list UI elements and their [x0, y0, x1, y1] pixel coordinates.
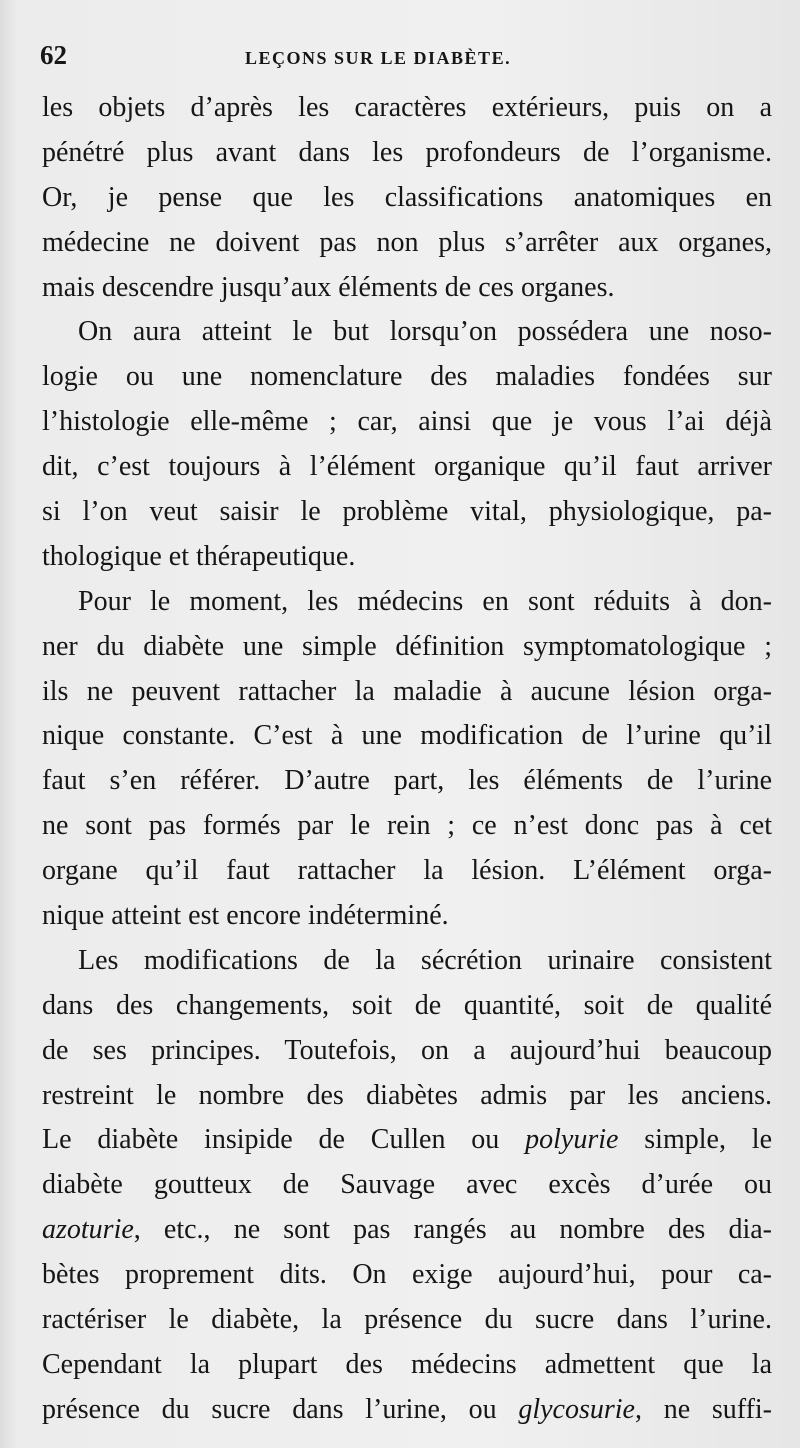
text-line: bètes proprement dits. On exige aujourd’hui, pour ca- — [42, 1259, 772, 1291]
text-line: Cependant la plupart des médecins admettent que la — [42, 1348, 772, 1380]
text-line — [42, 1208, 772, 1253]
line-segment: simple, le — [618, 1124, 772, 1156]
text-line: mais descendre jusqu’aux éléments de ces organes. — [42, 271, 615, 303]
text-line: diabète goutteux de Sauvage avec excès d’urée ou — [42, 1169, 772, 1201]
line-segment: présence du sucre dans l’urine, ou — [42, 1393, 519, 1425]
text-line: Les modifications de la sécrétion urinaire consistent — [78, 944, 772, 976]
text-line: les objets d’après les caractères extérieurs, puis on a — [42, 92, 772, 123]
text-line — [42, 1388, 772, 1433]
text-line: thologique et thérapeutique. — [42, 540, 356, 572]
text-line: dit, c’est toujours à l’élément organique qu’il faut arriver — [42, 451, 772, 483]
italic-term: azoturie — [42, 1214, 134, 1246]
text-line: ils ne peuvent rattacher la maladie à aucune lésion orga- — [42, 675, 772, 707]
text-line: ner du diabète une simple définition symptomatologique ; — [42, 630, 772, 662]
text-line: nique atteint est encore indéterminé. — [42, 900, 449, 932]
line-segment: , ne suffi- — [634, 1393, 772, 1425]
line-segment: , etc., ne sont pas rangés au nombre des dia- — [133, 1214, 772, 1246]
text-line: de ses principes. Toutefois, on a aujourd’hui beaucoup — [42, 1034, 772, 1066]
line-segment: Le diabète insipide de Cullen ou — [42, 1124, 526, 1156]
page-header — [40, 40, 780, 80]
text-line: faut s’en référer. D’autre part, les éléments de l’urine — [42, 765, 772, 797]
body-text — [42, 86, 772, 1433]
text-line — [42, 1118, 772, 1163]
text-line: pénétré plus avant dans les profondeurs de l’organisme. — [42, 136, 772, 168]
text-line: ractériser le diabète, la présence du sucre dans l’urine. — [42, 1304, 772, 1336]
text-line: nique constante. C’est à une modification de l’urine qu’il — [42, 720, 772, 752]
text-line: On aura atteint le but lorsqu’on possédera une noso- — [78, 316, 772, 348]
text-line: dans des changements, soit de quantité, soit de qualité — [42, 989, 772, 1021]
text-line: organe qu’il faut rattacher la lésion. L’élément orga- — [42, 855, 772, 887]
text-line: Pour le moment, les médecins en sont réduits à don- — [78, 585, 772, 617]
italic-term: polyurie — [525, 1124, 619, 1156]
text-line: médecine ne doivent pas non plus s’arrêter aux organes, — [42, 226, 772, 258]
text-line: Or, je pense que les classifications anatomiques en — [42, 181, 772, 213]
italic-term: glycosurie — [518, 1393, 635, 1425]
text-line: logie ou une nomenclature des maladies fondées sur — [42, 361, 772, 393]
text-line: restreint le nombre des diabètes admis par les anciens. — [42, 1079, 772, 1111]
running-title: LEÇONS SUR LE DIABÈTE. — [245, 48, 512, 68]
text-line: ne sont pas formés par le rein ; ce n’est donc pas à cet — [42, 810, 772, 842]
text-line: l’histologie elle-même ; car, ainsi que je vous l’ai déjà — [42, 406, 772, 438]
text-line: si l’on veut saisir le problème vital, physiologique, pa- — [42, 496, 772, 528]
page-number: 62 — [40, 40, 67, 70]
